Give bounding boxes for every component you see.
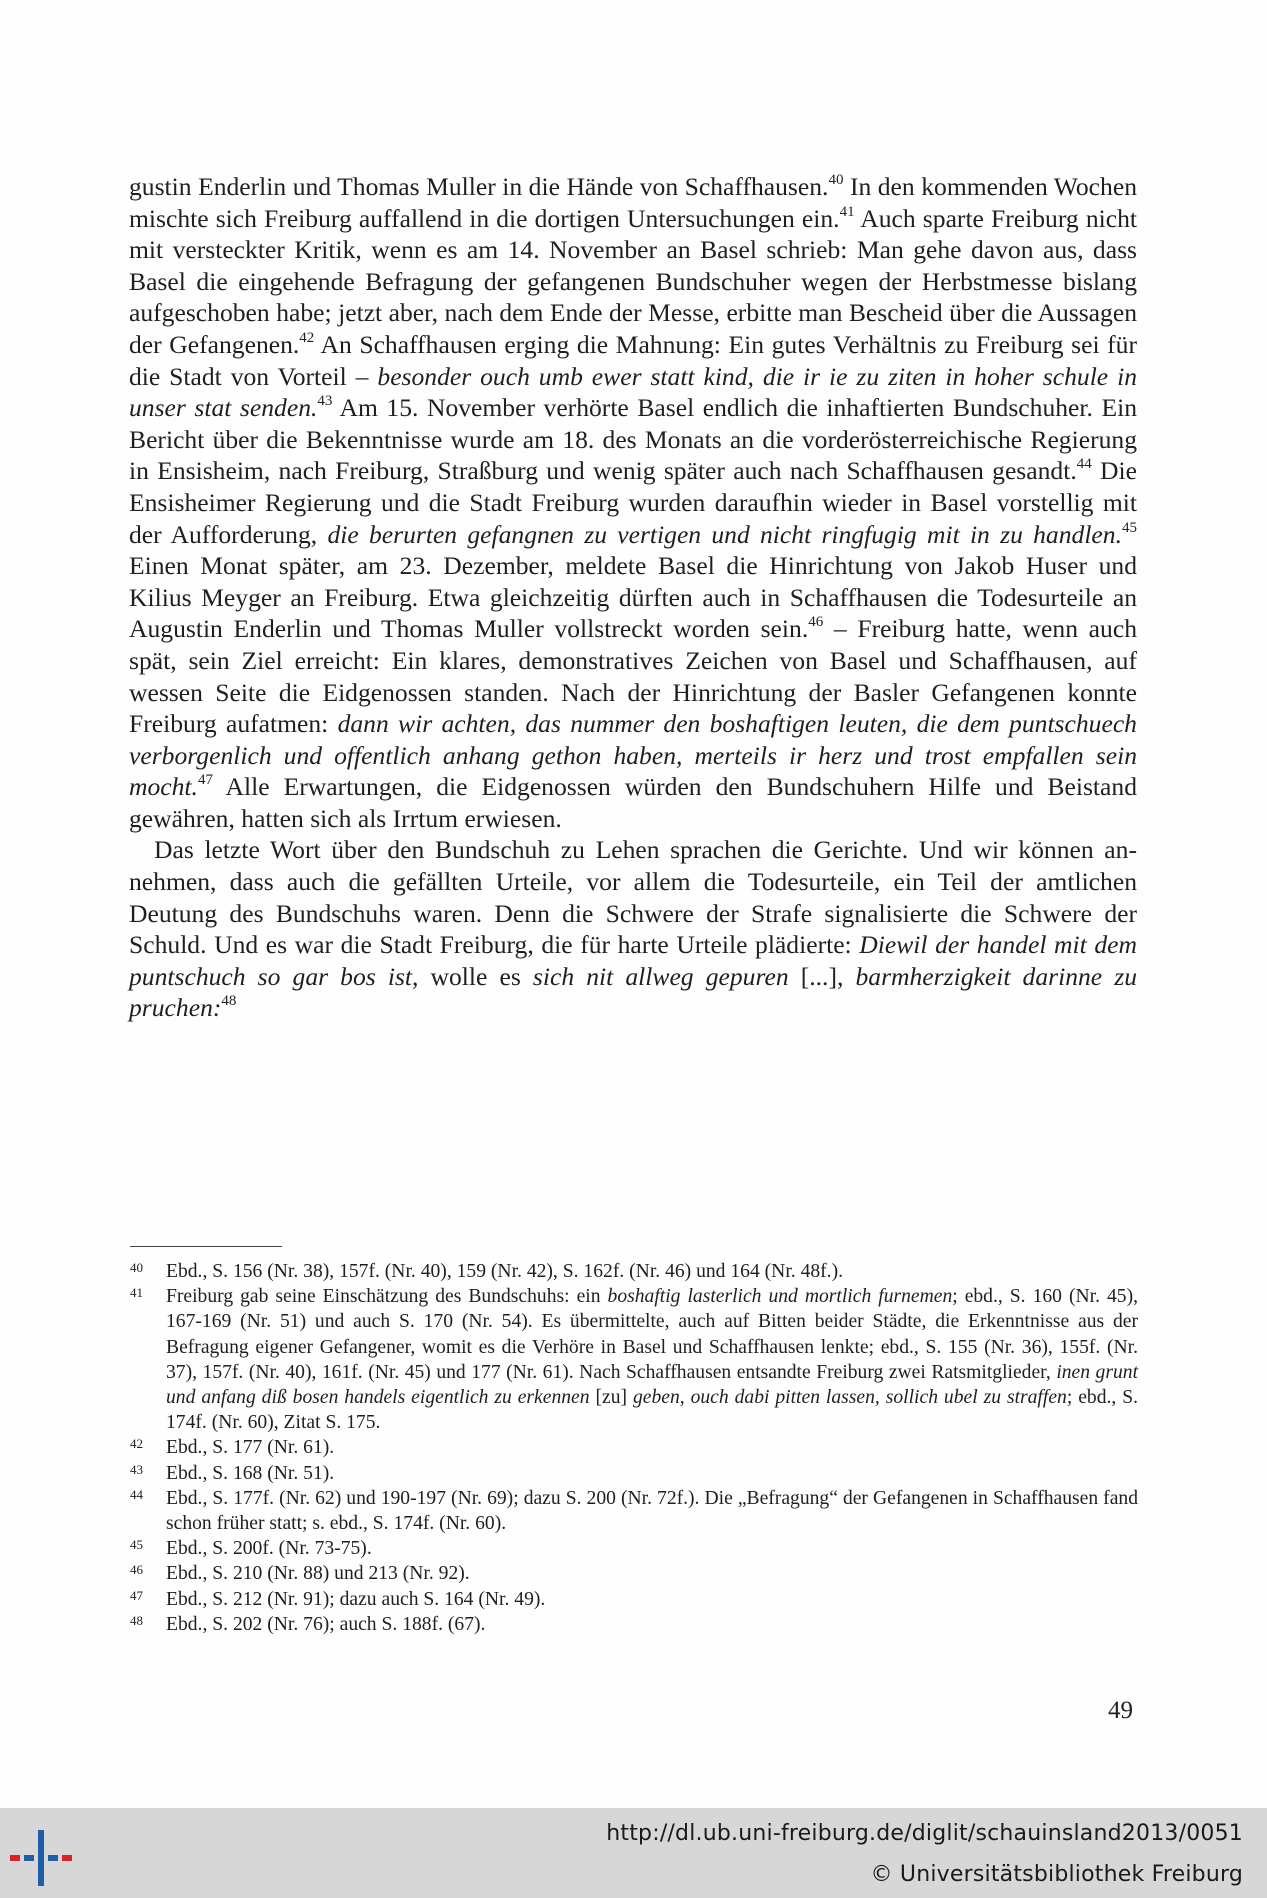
quote-italic: Diewil der handel mit dem puntschuch so gar bos ist, [129, 930, 1137, 991]
footnote-40 [130, 1259, 1138, 1284]
footnote-ref-46[interactable]: 46 [808, 614, 824, 631]
quote-italic: inen grunt und anfang diß bosen handels eigentlich zu erkennen [166, 1361, 1139, 1409]
footnote-ref-47[interactable]: 47 [197, 772, 213, 789]
footnote-text: Ebd., S. 200f. (Nr. 73-75). [166, 1538, 372, 1560]
text-run: Das letzte Wort über den Bundschuh zu Lehen sprachen die Gerichte. Und wir können annehmen, dass auch die gefällten Urteile, vor allem die Todesurteile, ein Teil der amtlichen Deutung des Bundschuhs waren. Denn die Schwere der Strafe signalisierte die Schwere der Schuld. Und es war die Stadt Freiburg, die für harte Urteile plädierte: [129, 835, 1137, 960]
footnote-47 [130, 1587, 1138, 1612]
footnote-number: 47 [130, 1587, 143, 1603]
text-run: wolle es [418, 961, 533, 991]
text-run: [zu] [589, 1387, 633, 1409]
text-run: [...], [788, 961, 856, 991]
footnote-number: 44 [130, 1486, 143, 1502]
footnote-ref-40[interactable]: 40 [828, 172, 844, 189]
quote-italic: die berurten gefangnen zu vertigen und nicht ringfugig mit in zu handlen. [327, 519, 1122, 549]
footnote-text: Ebd., S. 177f. (Nr. 62) und 190-197 (Nr. 69); dazu S. 200 (Nr. 72f.). Die „Befragung“ der Gefangenen in Schaffhausen fand schon früher statt; s. ebd., S. 174f. (Nr. 60). [166, 1487, 1138, 1535]
footnote-41 [130, 1284, 1138, 1435]
footnote-number: 48 [130, 1612, 143, 1628]
quote-italic: dann wir achten, das nummer den boshaftigen leuten, die dem puntschuech verborgenlich und offentlich anhang gethon haben, merteils ir herz und trost empfallen sein mocht. [129, 709, 1137, 802]
paragraph-1 [129, 171, 1137, 834]
footnote-separator [130, 1246, 282, 1247]
footnote-text: Ebd., S. 202 (Nr. 76); auch S. 188f. (67). [166, 1613, 486, 1635]
footnote-text: Ebd., S. 210 (Nr. 88) und 213 (Nr. 92). [166, 1563, 470, 1585]
text-run: Alle Erwartungen, die Eidgenossen würden den Bundschuhern Hilfe und Beistand gewähren, hatten sich als Irrtum erwiesen. [129, 772, 1137, 833]
footnote-number: 45 [130, 1537, 143, 1553]
quote-italic: besonder ouch umb ewer statt kind, die ir ie zu ziten in hoher schule in unser stat senden. [129, 361, 1137, 423]
footnote-ref-41[interactable]: 41 [839, 203, 855, 220]
footnote-ref-43[interactable]: 43 [317, 393, 333, 410]
text-run: ; ebd., S. 160 (Nr. 45), 167-169 (Nr. 51) und auch S. 170 (Nr. 54). Es übermittelte, auch auf Bitten beider Städte, die Erkenntnisse aus der Befragung eigener Gefangener, womit es die Verhöre in Basel und Schaffhausen lenkte; ebd., S. 155 (Nr. 36), 155f. (Nr. 37), 157f. (Nr. 40), 161f. (Nr. 45) und 177 (Nr. 61). Nach Schaffhausen entsandte Freiburg zwei Ratsmitglieder, [166, 1286, 1138, 1383]
logo-graphic [8, 1828, 80, 1888]
text-run: – Freiburg hatte, wenn auch spät, sein Ziel erreicht: Ein klares, demonstratives Zeichen von Basel und Schaffhausen, auf wessen Seite die Eidgenossen standen. Nach der Hinrichtung der Basler Gefangenen konnte Freiburg aufatmen: [129, 614, 1137, 739]
footnote-number: 40 [130, 1260, 143, 1275]
quote-italic: boshaftig lasterlich und mortlich furnemen [607, 1286, 953, 1308]
footnote-44 [130, 1486, 1138, 1536]
text-run: An Schaffhausen erging die Mahnung: Ein gutes Verhältnis zu Freiburg sei für die Stadt von Vorteil – [129, 329, 1137, 391]
footnote-text: Ebd., S. 212 (Nr. 91); dazu auch S. 164 (Nr. 49). [166, 1588, 546, 1610]
ub-freiburg-logo-icon[interactable] [8, 1828, 80, 1888]
source-url-link[interactable]: http://dl.ub.uni-freiburg.de/diglit/schauinsland2013/0051 [606, 1821, 1243, 1846]
footnote-number: 42 [130, 1436, 143, 1452]
footnote-42 [130, 1435, 1138, 1460]
text-run: Die Ensisheimer Regierung und die Stadt Freiburg wurden daraufhin wieder in Basel vorstellig mit der Aufforderung, [129, 456, 1137, 549]
footnote-ref-42[interactable]: 42 [299, 330, 315, 347]
footnote-text [166, 1284, 1138, 1435]
text-run: gustin Enderlin und Thomas Muller in die Hände von Schaffhausen. [129, 172, 829, 201]
footnote-number: 46 [130, 1562, 143, 1578]
footnote-48 [130, 1612, 1138, 1637]
footnote-ref-44[interactable]: 44 [1076, 456, 1092, 473]
footnote-text: Ebd., S. 168 (Nr. 51). [166, 1462, 335, 1484]
page-number: 49 [1108, 1697, 1133, 1724]
footnote-number: 43 [130, 1461, 143, 1477]
quote-italic: geben, ouch dabi pitten lassen, sollich ubel zu straffen [632, 1387, 1067, 1409]
text-run: Am 15. November verhörte Basel endlich die inhaftierten Bundschuher. Ein Bericht über die Bekenntnisse wurde am 18. des Monats an die vorderösterreichische Regierung in Ensisheim, nach Freiburg, Straßburg und wenig später auch nach Schaffhausen gesandt. [129, 393, 1137, 486]
footer-bar [0, 1808, 1267, 1898]
footnote-ref-45[interactable]: 45 [1121, 519, 1137, 536]
footnote-43 [130, 1461, 1138, 1486]
quote-italic: barmherzigkeit darinne zu pruchen: [129, 961, 1138, 1023]
footnote-46 [130, 1561, 1138, 1586]
text-run: Auch sparte Freiburg nicht mit versteckter Kritik, wenn es am 14. November an Basel schrieb: Man gehe davon aus, dass Basel die eingehende Befragung der gefangenen Bundschuher wegen der Herbstmesse bislang aufgeschoben habe; jetzt aber, nach dem Ende der Messe, erbitte man Bescheid über die Aussagen der Gefangenen. [129, 203, 1137, 359]
footnote-ref-48[interactable]: 48 [221, 993, 237, 1010]
text-run: Freiburg gab seine Einschätzung des Bundschuhs: ein [166, 1286, 608, 1308]
body-text [129, 171, 1137, 1024]
footnote-text: Ebd., S. 156 (Nr. 38), 157f. (Nr. 40), 159 (Nr. 42), S. 162f. (Nr. 46) und 164 (Nr. 48f.). [166, 1261, 844, 1282]
footnote-45 [130, 1536, 1138, 1561]
text-run: In den kommenden Wochen mischte sich Freiburg auffallend in die dortigen Untersuchungen ein. [129, 172, 1137, 233]
copyright-notice: © Universitätsbibliothek Freiburg [870, 1862, 1243, 1887]
text-run: ; ebd., S. 174f. (Nr. 60), Zitat S. 175. [166, 1387, 1139, 1434]
text-run: Einen Monat später, am 23. Dezember, meldete Basel die Hinrichtung von Jakob Huser und Kilius Meyger an Freiburg. Etwa gleichzeitig dürften auch in Schaffhausen die Todesurteile an Augustin Enderlin und Thomas Muller vollstreckt worden sein. [129, 551, 1137, 644]
footnote-number: 41 [130, 1285, 143, 1301]
paragraph-2 [129, 834, 1137, 1024]
quote-italic: sich nit allweg gepuren [532, 961, 789, 991]
footnotes [130, 1259, 1138, 1637]
footnote-text: Ebd., S. 177 (Nr. 61). [166, 1437, 335, 1459]
